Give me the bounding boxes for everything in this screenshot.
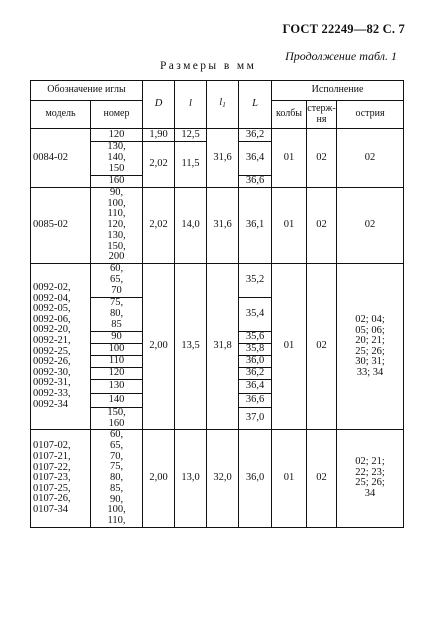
point-cell-line: 20; 21; xyxy=(355,335,385,347)
big-l-cell: 36,6 xyxy=(239,393,272,407)
point-cell-line: 25; 26; xyxy=(355,477,385,489)
number-cell-line: 80, xyxy=(109,308,124,320)
number-cell xyxy=(91,263,143,297)
d-header: D xyxy=(143,81,175,129)
big-l-cell: 36,0 xyxy=(239,355,272,367)
big-l-cell: 35,2 xyxy=(239,263,272,297)
shank-cell: 02 xyxy=(307,129,337,188)
number-cell xyxy=(91,393,143,407)
point-cell-line: 25; 26; xyxy=(355,345,385,357)
standard-designation: ГОСТ 22249—82 С. 7 xyxy=(282,22,405,36)
model-cell-line: 0085-02 xyxy=(33,219,68,231)
number-cell-line: 85, xyxy=(109,482,124,494)
number-cell-line: 60, xyxy=(109,263,124,275)
l-cell: 12,5 xyxy=(175,129,207,142)
l-cell: 11,5 xyxy=(175,142,207,188)
number-cell xyxy=(91,343,143,355)
big-l-cell: 35,8 xyxy=(239,343,272,355)
table-body xyxy=(31,129,404,528)
l1-header-subscript: 1 xyxy=(222,101,226,110)
point-cell-line: 02 xyxy=(364,219,376,231)
dimensions-caption: Размеры в мм xyxy=(160,60,257,72)
number-cell xyxy=(91,297,143,331)
model-cell-line: 0092-06, xyxy=(33,313,71,325)
l1-cell: 31,6 xyxy=(207,129,239,188)
number-cell-line: 90, xyxy=(109,187,124,198)
model-cell xyxy=(31,188,91,264)
model-cell-line: 0107-21, xyxy=(33,451,71,462)
number-cell-line: 75, xyxy=(109,297,124,309)
model-cell xyxy=(31,263,91,429)
point-cell-line: 30; 31; xyxy=(355,356,385,368)
number-cell xyxy=(91,142,143,176)
number-cell-line: 65, xyxy=(109,440,124,452)
big-l-cell: 37,0 xyxy=(239,407,272,429)
number-cell-line: 65, xyxy=(109,274,124,286)
model-cell-line: 0084-02 xyxy=(33,151,68,163)
needle-dimensions-table xyxy=(30,80,404,528)
number-cell-line: 120 xyxy=(108,128,125,140)
big-l-cell: 36,4 xyxy=(239,142,272,176)
bulb-cell: 01 xyxy=(272,263,307,429)
number-cell-line: 160 xyxy=(108,175,125,187)
page-header xyxy=(0,0,427,90)
bulb-cell: 01 xyxy=(272,430,307,527)
table-row xyxy=(31,129,404,142)
model-cell-line: 0092-33, xyxy=(33,388,71,399)
point-cell xyxy=(337,263,404,429)
table-row xyxy=(31,263,404,297)
point-cell-line: 02; 21; xyxy=(355,456,385,468)
model-cell-line: 0107-02, xyxy=(33,440,71,452)
number-cell-line: 150 xyxy=(108,162,125,174)
number-cell-line: 160 xyxy=(108,417,125,429)
number-cell-line: 110, xyxy=(107,514,126,526)
model-cell-line: 0092-26, xyxy=(33,356,71,368)
number-cell-line: 80, xyxy=(109,472,124,484)
model-cell-line: 0092-02, xyxy=(33,282,71,294)
big-l-header: L xyxy=(239,81,272,129)
l1-header-letter: l xyxy=(219,97,223,109)
point-cell-line: 05; 06; xyxy=(355,324,385,336)
big-l-cell: 36,4 xyxy=(239,379,272,393)
point-cell xyxy=(337,129,404,188)
number-cell-line: 110, xyxy=(107,208,126,220)
shank-cell: 02 xyxy=(307,430,337,527)
big-l-cell: 36,1 xyxy=(239,188,272,264)
number-cell-line: 150, xyxy=(107,240,126,252)
number-cell xyxy=(91,188,143,264)
designation-header: Обозначение иглы xyxy=(31,81,143,101)
bulb-cell: 01 xyxy=(272,188,307,264)
shank-cell: 02 xyxy=(307,188,337,264)
l-cell: 13,0 xyxy=(175,430,207,527)
model-cell-line: 0092-31, xyxy=(33,377,71,389)
number-header: номер xyxy=(91,101,143,129)
model-cell xyxy=(31,129,91,188)
d-cell: 2,00 xyxy=(143,430,175,527)
number-cell xyxy=(91,367,143,379)
number-cell-line: 130, xyxy=(107,141,126,153)
execution-header: Исполнение xyxy=(272,81,404,101)
bulb-header: колбы xyxy=(272,101,307,129)
number-cell-line: 90 xyxy=(111,331,122,343)
number-cell xyxy=(91,379,143,393)
number-cell-line: 100, xyxy=(107,504,126,516)
l-cell: 14,0 xyxy=(175,188,207,264)
shank-header: стерж-ня xyxy=(307,101,337,129)
model-cell-line: 0092-25, xyxy=(33,345,71,357)
number-cell-line: 110 xyxy=(108,355,125,367)
big-l-cell: 36,0 xyxy=(239,430,272,527)
number-cell-line: 60, xyxy=(109,429,124,441)
point-cell-line: 22; 23; xyxy=(355,466,385,478)
number-cell-line: 90, xyxy=(109,493,124,505)
d-cell: 2,00 xyxy=(143,263,175,429)
number-cell-line: 100 xyxy=(108,343,125,355)
number-cell-line: 120 xyxy=(108,367,125,379)
number-cell-line: 150, xyxy=(107,406,126,418)
number-cell xyxy=(91,176,143,188)
l-cell: 13,5 xyxy=(175,263,207,429)
bulb-cell: 01 xyxy=(272,129,307,188)
point-cell xyxy=(337,188,404,264)
d-cell: 2,02 xyxy=(143,142,175,188)
big-l-cell: 35,6 xyxy=(239,331,272,343)
model-cell xyxy=(31,430,91,527)
l1-header xyxy=(207,81,239,129)
number-cell xyxy=(91,355,143,367)
number-cell-line: 200 xyxy=(108,251,125,263)
model-cell-line: 0107-22, xyxy=(33,461,71,473)
number-cell-line: 85 xyxy=(111,318,122,330)
model-cell-line: 0092-30, xyxy=(33,366,71,378)
model-cell-line: 0092-04, xyxy=(33,292,71,304)
shank-cell: 02 xyxy=(307,263,337,429)
point-cell-line: 34 xyxy=(364,487,376,499)
model-cell-line: 0092-21, xyxy=(33,335,71,347)
number-cell-line: 75, xyxy=(109,461,124,473)
header-row-1 xyxy=(31,81,404,101)
table-row xyxy=(31,430,404,527)
l1-cell: 32,0 xyxy=(207,430,239,527)
number-cell-line: 120, xyxy=(107,219,126,231)
table-continuation-label: Продолжение табл. 1 xyxy=(285,49,397,63)
point-header: острия xyxy=(337,101,404,129)
big-l-cell: 36,2 xyxy=(239,129,272,142)
big-l-cell: 35,4 xyxy=(239,297,272,331)
number-cell xyxy=(91,407,143,429)
point-cell xyxy=(337,430,404,527)
number-cell xyxy=(91,430,143,527)
number-cell-line: 70, xyxy=(109,450,124,462)
model-cell-line: 0107-34 xyxy=(33,503,68,515)
big-l-cell: 36,6 xyxy=(239,176,272,188)
point-cell-line: 02; 04; xyxy=(355,314,385,326)
number-cell-line: 100, xyxy=(107,197,126,209)
model-cell-line: 0092-34 xyxy=(33,398,68,410)
number-cell-line: 140 xyxy=(108,394,125,406)
model-cell-line: 0107-25, xyxy=(33,482,71,494)
number-cell xyxy=(91,331,143,343)
d-cell: 1,90 xyxy=(143,129,175,142)
point-cell-line: 02 xyxy=(364,151,376,163)
number-cell-line: 130, xyxy=(107,229,126,241)
model-cell-line: 0107-26, xyxy=(33,493,71,505)
number-cell xyxy=(91,129,143,142)
point-cell-line: 33; 34 xyxy=(356,366,384,378)
l1-cell: 31,8 xyxy=(207,263,239,429)
model-cell-line: 0092-05, xyxy=(33,303,71,315)
big-l-cell: 36,2 xyxy=(239,367,272,379)
table-row xyxy=(31,188,404,264)
d-cell: 2,02 xyxy=(143,188,175,264)
l1-cell: 31,6 xyxy=(207,188,239,264)
model-cell-line: 0107-23, xyxy=(33,472,71,484)
model-cell-line: 0092-20, xyxy=(33,324,71,336)
number-cell-line: 70 xyxy=(111,284,122,296)
model-header: модель xyxy=(31,101,91,129)
number-cell-line: 140, xyxy=(107,152,126,164)
l-header: l xyxy=(175,81,207,129)
number-cell-line: 130 xyxy=(108,380,125,392)
